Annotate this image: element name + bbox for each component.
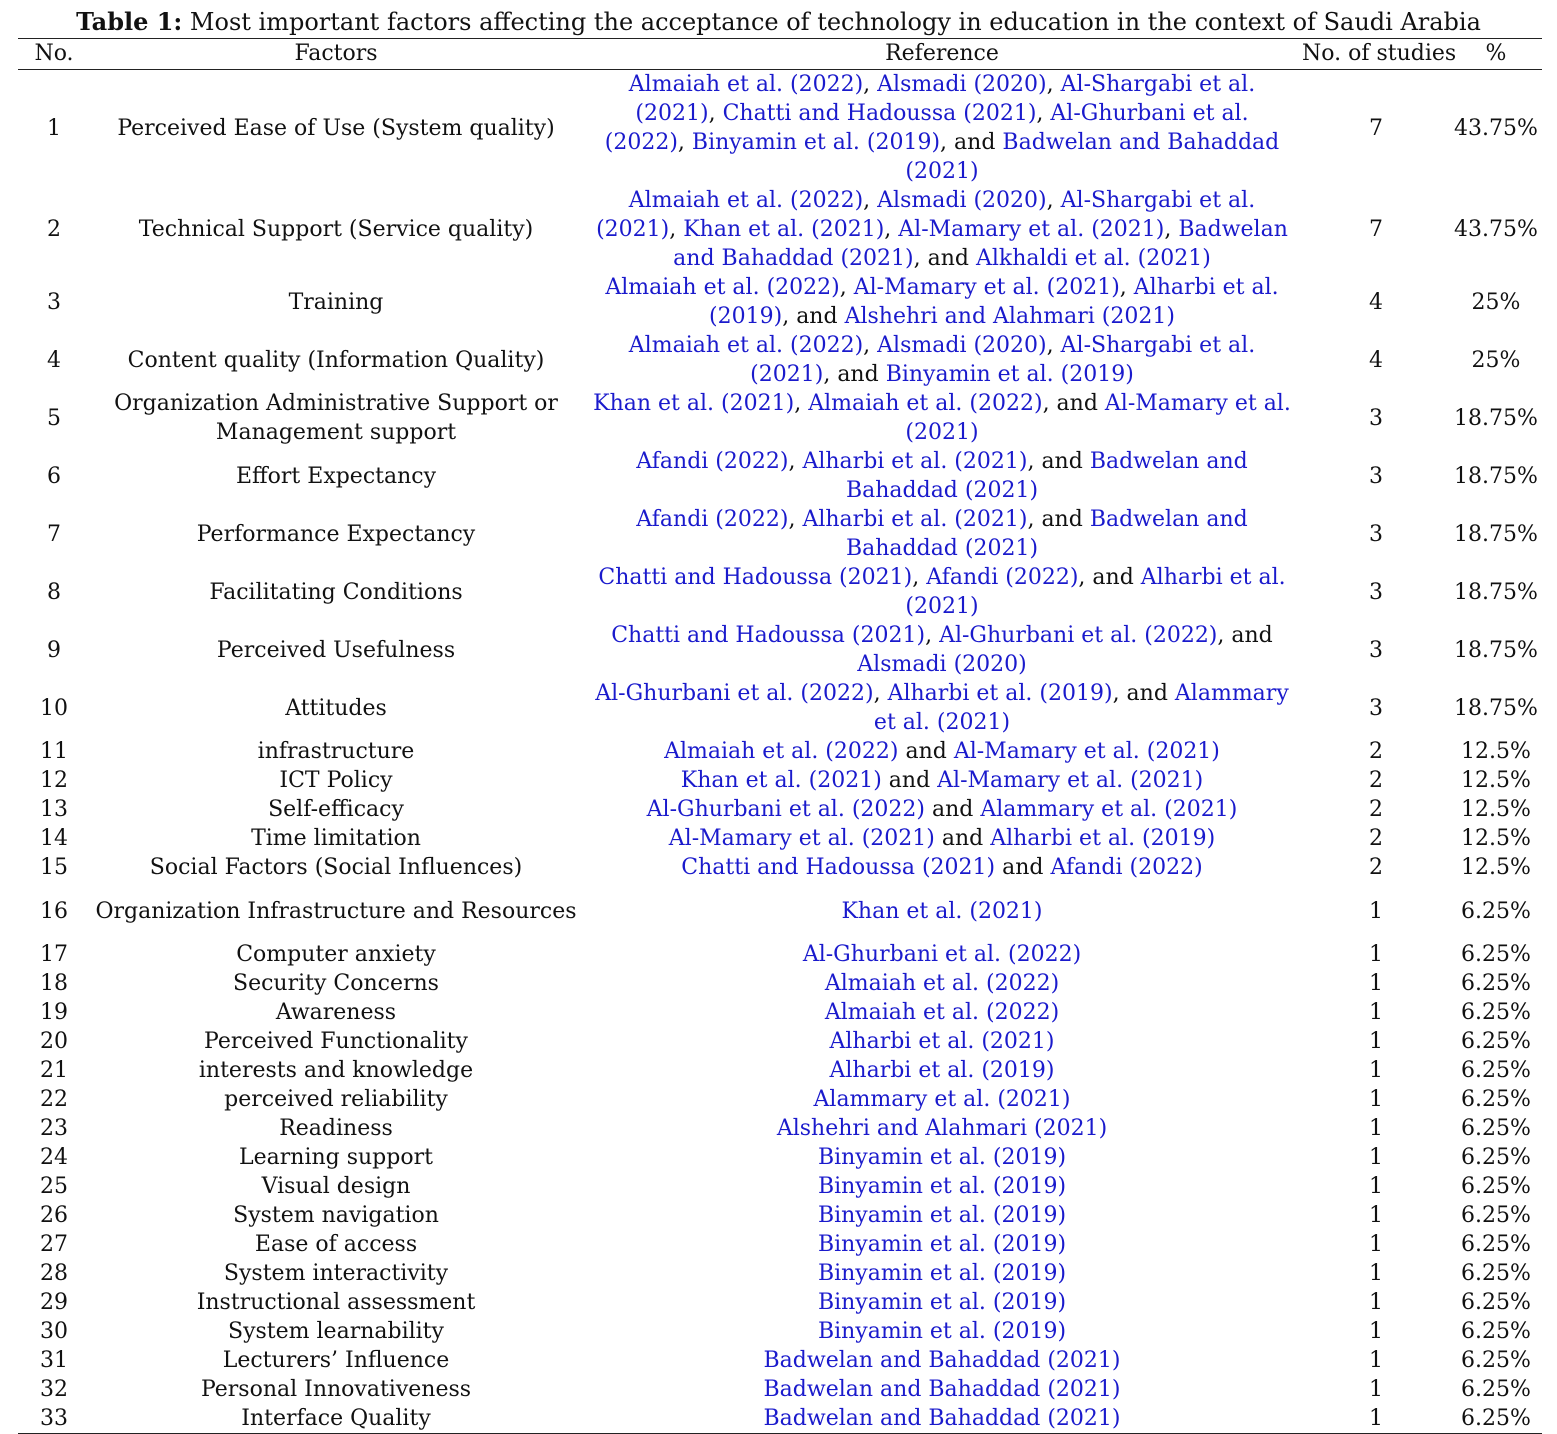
cell-no: 25 (40, 1174, 68, 1199)
cell-no-of-studies: 1 (1369, 1232, 1383, 1257)
table-row (18, 389, 1542, 447)
reference-link[interactable]: Alharbi et al. (2021) (829, 1029, 1055, 1054)
table-row (18, 940, 1542, 969)
cell-percent: 6.25% (1461, 971, 1531, 996)
cell-no-of-studies: 2 (1369, 768, 1383, 793)
cell-no-of-studies: 3 (1369, 405, 1383, 431)
cell-no: 17 (40, 942, 68, 967)
table-row (18, 1259, 1542, 1288)
cell-reference: Afandi (2022), Alharbi et al. (2021), and Badwelan and Bahaddad (2021) (636, 449, 1248, 503)
cell-reference: Al-Ghurbani et al. (2022) and Alammary et al. (2021) (646, 797, 1238, 822)
cell-no-of-studies: 3 (1369, 637, 1383, 663)
reference-link[interactable]: Binyamin et al. (2019) (817, 1261, 1067, 1286)
cell-no-of-studies: 1 (1369, 971, 1383, 996)
reference-link[interactable]: Al-Mamary et al. (2021) (668, 826, 935, 851)
cell-percent: 6.25% (1461, 1029, 1531, 1054)
cell-percent: 6.25% (1461, 1348, 1531, 1373)
reference-link[interactable]: Chatti and Hadoussa (2021) (722, 101, 1037, 126)
cell-no: 1 (47, 115, 61, 141)
cell-no-of-studies: 1 (1369, 1029, 1383, 1054)
reference-link[interactable]: Al-Shargabi et al. (2021) (635, 72, 1256, 126)
cell-reference (582, 1085, 1302, 1114)
table-row (18, 1114, 1542, 1143)
reference-link[interactable]: Al-Ghurbani et al. (2022) (604, 101, 1249, 155)
cell-percent: 6.25% (1461, 1174, 1531, 1199)
cell-percent: 6.25% (1461, 1319, 1531, 1344)
cell-factor: Learning support (239, 1145, 433, 1170)
cell-no-of-studies: 7 (1369, 217, 1383, 242)
cell-factor: Attitudes (285, 695, 387, 721)
cell-no: 9 (47, 637, 61, 663)
reference-link[interactable]: Afandi (2022) (636, 507, 789, 532)
reference-link[interactable]: Al-Shargabi et al. (2021) (750, 333, 1256, 387)
reference-link[interactable]: Binyamin et al. (2019) (885, 362, 1134, 387)
table-row (18, 969, 1542, 998)
cell-reference (582, 1027, 1302, 1056)
table-row (18, 70, 1542, 187)
cell-no-of-studies: 1 (1369, 1058, 1383, 1083)
reference-link[interactable]: Alharbi et al. (2019) (709, 275, 1279, 329)
cell-reference: Chatti and Hadoussa (2021), Afandi (2022), and Alharbi et al. (2021) (598, 565, 1286, 619)
cell-factor: Security Concerns (233, 971, 439, 996)
reference-link[interactable]: Binyamin et al. (2019) (817, 1290, 1067, 1315)
cell-factor: Effort Expectancy (235, 463, 437, 489)
reference-link[interactable]: Al-Mamary et al. (2021) (905, 391, 1291, 445)
cell-no-of-studies: 3 (1369, 521, 1383, 547)
cell-factor: Organization Infrastructure and Resources (95, 898, 577, 924)
cell-no: 12 (40, 768, 68, 793)
cell-reference: Almaiah et al. (2022), Alsmadi (2020), Al-Shargabi et al. (2021), Khan et al. (2021), Al-Mamary et al. (2021), Badwelan and Bahaddad (2021), and Alkhaldi et al. (2021) (596, 188, 1288, 271)
cell-factor: Computer anxiety (236, 942, 436, 967)
cell-factor: Self-efficacy (268, 797, 404, 822)
cell-no-of-studies: 1 (1369, 1319, 1383, 1344)
table-row (18, 563, 1542, 621)
cell-percent: 18.75% (1454, 695, 1538, 721)
cell-no-of-studies: 1 (1369, 1087, 1383, 1112)
cell-no: 2 (47, 217, 61, 242)
cell-no-of-studies: 1 (1302, 1404, 1450, 1434)
cell-reference: Almaiah et al. (2022), Alsmadi (2020), Al-Shargabi et al. (2021), and Binyamin et al. (2019) (628, 333, 1256, 387)
cell-no: 16 (40, 898, 68, 924)
reference-link[interactable]: Alharbi et al. (2021) (905, 565, 1286, 619)
cell-no: 33 (18, 1404, 90, 1434)
cell-reference (582, 998, 1302, 1027)
cell-no-of-studies: 1 (1369, 1116, 1383, 1141)
cell-factor: Visual design (261, 1174, 411, 1199)
cell-factor: System interactivity (223, 1261, 449, 1286)
cell-percent: 12.5% (1461, 826, 1531, 851)
reference-link[interactable]: Badwelan and Bahaddad (2021) (905, 130, 1280, 184)
cell-reference: Almaiah et al. (2022), Alsmadi (2020), Al-Shargabi et al. (2021), Chatti and Hadoussa (2021), Al-Ghurbani et al. (2022), Binyamin et al. (2019), and Badwelan and Bahaddad (2021) (604, 72, 1280, 184)
reference-link[interactable]: Khan et al. (2021) (593, 391, 795, 416)
cell-factor: Social Factors (Social Influences) (149, 855, 523, 880)
cell-no: 21 (40, 1058, 68, 1083)
cell-no: 28 (40, 1261, 68, 1286)
table-row (18, 447, 1542, 505)
reference-link[interactable]: Al-Mamary et al. (2021) (953, 739, 1220, 764)
cell-factor: Content quality (Information Quality) (127, 347, 545, 373)
cell-percent: 6.25% (1461, 1000, 1531, 1025)
cell-no-of-studies: 3 (1369, 695, 1383, 721)
reference-link[interactable]: Alsmadi (2020) (857, 652, 1027, 677)
cell-no-of-studies: 4 (1369, 289, 1383, 315)
cell-percent: 6.25% (1461, 1290, 1531, 1315)
cell-reference: Khan et al. (2021), Almaiah et al. (2022), and Al-Mamary et al. (2021) (593, 391, 1291, 445)
cell-factor: Perceived Usefulness (216, 637, 456, 663)
cell-no: 18 (40, 971, 68, 996)
cell-factor: Perceived Ease of Use (System quality) (117, 115, 555, 141)
cell-factor: Organization Administrative Support or Management support (114, 391, 558, 445)
cell-reference (582, 882, 1302, 940)
cell-percent: 18.75% (1454, 521, 1538, 547)
header-no: No. (18, 39, 90, 70)
table-row (18, 824, 1542, 853)
reference-link[interactable]: Al-Shargabi et al. (2021) (596, 188, 1256, 242)
reference-link[interactable]: Alsmadi (2020) (877, 188, 1047, 213)
cell-no: 26 (40, 1203, 68, 1228)
cell-no: 15 (40, 855, 68, 880)
cell-factor: interests and knowledge (198, 1058, 474, 1083)
reference-link[interactable]: Badwelan and Bahaddad (2021) (845, 449, 1248, 503)
cell-no: 22 (40, 1087, 68, 1112)
cell-no: 31 (40, 1348, 68, 1373)
cell-factor: Interface Quality (90, 1404, 582, 1434)
cell-percent: 6.25% (1461, 1145, 1531, 1170)
cell-reference (582, 1230, 1302, 1259)
cell-no-of-studies: 1 (1369, 1348, 1383, 1373)
cell-no-of-studies: 1 (1369, 942, 1383, 967)
cell-percent: 18.75% (1454, 463, 1538, 489)
cell-reference (582, 1056, 1302, 1085)
cell-reference: Almaiah et al. (2022), Al-Mamary et al. (2021), Alharbi et al. (2019), and Alshehri and Alahmari (2021) (605, 275, 1279, 329)
cell-no: 24 (40, 1145, 68, 1170)
cell-percent: 6.25% (1461, 1232, 1531, 1257)
cell-percent: 6.25% (1461, 1058, 1531, 1083)
table-row (18, 766, 1542, 795)
reference-link[interactable]: Afandi (2022) (926, 565, 1079, 590)
reference-link[interactable]: Alharbi et al. (2019) (887, 681, 1113, 706)
cell-percent: 6.25% (1461, 942, 1531, 967)
table-row (18, 1346, 1542, 1375)
cell-no-of-studies: 1 (1369, 1145, 1383, 1170)
cell-factor: ICT Policy (279, 768, 393, 793)
table-row (18, 882, 1542, 940)
header-percent: % (1450, 39, 1542, 70)
cell-reference (582, 1172, 1302, 1201)
cell-no: 3 (47, 289, 61, 315)
table-caption (0, 6, 1557, 38)
cell-factor: Lecturers’ Influence (222, 1348, 450, 1373)
cell-reference (582, 1375, 1302, 1404)
table-row (18, 679, 1542, 737)
cell-no-of-studies: 2 (1369, 826, 1383, 851)
cell-percent: 25% (1471, 347, 1521, 373)
reference-link[interactable]: Alammary et al. (2021) (873, 681, 1289, 735)
cell-reference: Al-Mamary et al. (2021) and Alharbi et al. (2019) (668, 826, 1216, 851)
reference-link[interactable]: Alharbi et al. (2019) (829, 1058, 1055, 1083)
reference-link[interactable]: Almaiah et al. (2022) (628, 333, 864, 358)
cell-reference (582, 1143, 1302, 1172)
table-row (18, 853, 1542, 882)
table-row (18, 505, 1542, 563)
cell-percent: 6.25% (1461, 1377, 1531, 1402)
cell-reference: Afandi (2022), Alharbi et al. (2021), and Badwelan and Bahaddad (2021) (636, 507, 1248, 561)
reference-link[interactable]: Al-Ghurbani et al. (2022) (802, 942, 1082, 967)
reference-link[interactable]: Afandi (2022) (636, 449, 789, 474)
cell-no: 10 (40, 695, 68, 721)
reference-link[interactable]: Badwelan and Bahaddad (2021) (763, 1348, 1121, 1373)
cell-factor: Perceived Functionality (204, 1029, 468, 1054)
cell-no: 11 (40, 739, 68, 764)
header-factors: Factors (90, 39, 582, 70)
cell-percent: 18.75% (1454, 405, 1538, 431)
cell-factor: System learnability (228, 1319, 444, 1344)
cell-percent: 6.25% (1461, 1203, 1531, 1228)
table-row (18, 1056, 1542, 1085)
factors-table (18, 38, 1542, 1434)
cell-factor: Technical Support (Service quality) (138, 217, 534, 242)
cell-no: 4 (47, 347, 61, 373)
header-row (18, 39, 1542, 70)
reference-link[interactable]: Alharbi et al. (2021) (802, 507, 1028, 532)
cell-no: 14 (40, 826, 68, 851)
reference-link[interactable]: Al-Ghurbani et al. (2022) (939, 623, 1218, 648)
reference-link[interactable]: Khan et al. (2021) (680, 768, 882, 793)
cell-percent: 6.25% (1461, 1087, 1531, 1112)
cell-no: 27 (40, 1232, 68, 1257)
cell-factor: Instructional assessment (196, 1290, 476, 1315)
table-row (18, 998, 1542, 1027)
table-row (18, 1404, 1542, 1434)
cell-factor: Readiness (279, 1116, 393, 1141)
cell-no: 6 (47, 463, 61, 489)
table-row (18, 1027, 1542, 1056)
reference-link[interactable]: Al-Ghurbani et al. (2022) (595, 681, 874, 706)
cell-no-of-studies: 2 (1369, 855, 1383, 880)
reference-link[interactable]: Almaiah et al. (2022) (628, 72, 864, 97)
table-row (18, 331, 1542, 389)
reference-link[interactable]: Alsmadi (2020) (877, 333, 1047, 358)
table-row (18, 1201, 1542, 1230)
table-row (18, 1230, 1542, 1259)
cell-no: 7 (47, 521, 61, 547)
cell-no-of-studies: 1 (1369, 1290, 1383, 1315)
cell-no-of-studies: 7 (1369, 115, 1383, 141)
reference-link[interactable]: Binyamin et al. (2019) (817, 1174, 1067, 1199)
reference-link[interactable]: Binyamin et al. (2019) (817, 1232, 1067, 1257)
table-row (18, 1172, 1542, 1201)
cell-percent: 12.5% (1461, 739, 1531, 764)
cell-percent: 12.5% (1461, 768, 1531, 793)
reference-link[interactable]: Badwelan and Bahaddad (2021) (763, 1406, 1121, 1431)
reference-link[interactable]: Almaiah et al. (2022) (605, 275, 840, 300)
cell-factor: Training (288, 289, 384, 315)
reference-link[interactable]: Binyamin et al. (2019) (817, 1319, 1067, 1344)
table-row (18, 1288, 1542, 1317)
cell-percent: 18.75% (1454, 637, 1538, 663)
reference-link[interactable]: Alharbi et al. (2019) (990, 826, 1216, 851)
reference-link[interactable]: Badwelan and Bahaddad (2021) (763, 1377, 1121, 1402)
reference-link[interactable]: Al-Mamary et al. (2021) (937, 768, 1204, 793)
reference-link[interactable]: Chatti and Hadoussa (2021) (681, 855, 996, 880)
table-row (18, 621, 1542, 679)
cell-no-of-studies: 1 (1369, 1377, 1383, 1402)
cell-reference: Al-Ghurbani et al. (2022), Alharbi et al. (2019), and Alammary et al. (2021) (595, 681, 1289, 735)
cell-percent: 6.25% (1461, 898, 1531, 924)
cell-reference: Almaiah et al. (2022) and Al-Mamary et al. (2021) (664, 739, 1220, 764)
reference-link[interactable]: Chatti and Hadoussa (2021) (598, 565, 913, 590)
table-row (18, 1375, 1542, 1404)
cell-no-of-studies: 2 (1369, 797, 1383, 822)
cell-reference (582, 969, 1302, 998)
cell-no-of-studies: 2 (1369, 739, 1383, 764)
cell-reference (582, 1259, 1302, 1288)
cell-reference (582, 1288, 1302, 1317)
reference-link[interactable]: Alharbi et al. (2021) (802, 449, 1028, 474)
cell-factor: Performance Expectancy (196, 521, 476, 547)
table-row (18, 737, 1542, 766)
cell-no: 32 (40, 1377, 68, 1402)
table-body (18, 70, 1542, 1434)
cell-percent: 6.25% (1450, 1404, 1542, 1434)
cell-reference (582, 1346, 1302, 1375)
cell-no-of-studies: 4 (1369, 347, 1383, 373)
reference-link[interactable]: Al-Mamary et al. (2021) (853, 275, 1120, 300)
cell-no-of-studies: 1 (1369, 1261, 1383, 1286)
cell-no: 19 (40, 1000, 68, 1025)
cell-percent: 25% (1471, 289, 1521, 315)
cell-no: 5 (47, 405, 61, 431)
cell-no-of-studies: 1 (1369, 1203, 1383, 1228)
reference-link[interactable]: Afandi (2022) (1050, 855, 1203, 880)
cell-reference (582, 940, 1302, 969)
cell-no: 30 (40, 1319, 68, 1344)
cell-percent: 12.5% (1461, 797, 1531, 822)
cell-factor: Personal Innovativeness (200, 1377, 472, 1402)
table-row (18, 273, 1542, 331)
reference-link[interactable]: Chatti and Hadoussa (2021) (611, 623, 926, 648)
caption-label: Table 1: (76, 7, 183, 36)
header-reference: Reference (582, 39, 1302, 70)
reference-link[interactable]: Badwelan and Bahaddad (2021) (673, 217, 1288, 271)
cell-reference (582, 1404, 1302, 1434)
reference-link[interactable]: Almaiah et al. (2022) (824, 971, 1060, 996)
table-row (18, 1085, 1542, 1114)
reference-link[interactable]: Alammary et al. (2021) (813, 1087, 1071, 1112)
cell-reference: Chatti and Hadoussa (2021) and Afandi (2022) (681, 855, 1203, 880)
caption-text: Most important factors affecting the acceptance of technology in education in the context of Saudi Arabia (189, 8, 1481, 36)
reference-link[interactable]: Alshehri and Alahmari (2021) (776, 1116, 1108, 1141)
cell-reference (582, 1317, 1302, 1346)
cell-factor: Facilitating Conditions (209, 579, 463, 605)
reference-link[interactable]: Alkhaldi et al. (2021) (975, 246, 1211, 271)
reference-link[interactable]: Binyamin et al. (2019) (817, 1145, 1067, 1170)
cell-factor: Ease of access (254, 1232, 418, 1257)
cell-factor: perceived reliability (224, 1087, 448, 1112)
cell-factor: System navigation (233, 1203, 439, 1228)
table-row (18, 1317, 1542, 1346)
reference-link[interactable]: Al-Ghurbani et al. (2022) (646, 797, 925, 822)
reference-link[interactable]: Almaiah et al. (2022) (808, 391, 1043, 416)
cell-no-of-studies: 3 (1369, 463, 1383, 489)
cell-no-of-studies: 1 (1369, 898, 1383, 924)
cell-no: 20 (40, 1029, 68, 1054)
cell-percent: 43.75% (1454, 115, 1538, 141)
table-row (18, 1143, 1542, 1172)
cell-no: 29 (40, 1290, 68, 1315)
cell-percent: 6.25% (1461, 1261, 1531, 1286)
reference-link[interactable]: Al-Mamary et al. (2021) (898, 217, 1165, 242)
cell-reference (582, 1201, 1302, 1230)
cell-reference: Chatti and Hadoussa (2021), Al-Ghurbani et al. (2022), and Alsmadi (2020) (611, 623, 1273, 677)
table-row (18, 795, 1542, 824)
reference-link[interactable]: Binyamin et al. (2019) (817, 1203, 1067, 1228)
cell-no-of-studies: 1 (1369, 1000, 1383, 1025)
cell-percent: 18.75% (1454, 579, 1538, 605)
cell-no: 8 (47, 579, 61, 605)
reference-link[interactable]: Almaiah et al. (2022) (628, 188, 864, 213)
reference-link[interactable]: Binyamin et al. (2019) (691, 130, 941, 155)
cell-percent: 12.5% (1461, 855, 1531, 880)
cell-no: 23 (40, 1116, 68, 1141)
cell-factor: Time limitation (251, 826, 421, 851)
cell-factor: infrastructure (257, 739, 415, 764)
cell-percent: 6.25% (1461, 1116, 1531, 1141)
reference-link[interactable]: Almaiah et al. (2022) (664, 739, 899, 764)
cell-reference (582, 1114, 1302, 1143)
header-no-of-studies: No. of studies (1302, 39, 1450, 70)
cell-percent: 43.75% (1454, 217, 1538, 242)
cell-no: 13 (40, 797, 68, 822)
reference-link[interactable]: Alsmadi (2020) (877, 72, 1047, 97)
table-row (18, 186, 1542, 273)
reference-link[interactable]: Alshehri and Alahmari (2021) (844, 304, 1175, 329)
cell-no-of-studies: 3 (1369, 579, 1383, 605)
cell-factor: Awareness (275, 1000, 397, 1025)
reference-link[interactable]: Alammary et al. (2021) (980, 797, 1238, 822)
reference-link[interactable]: Almaiah et al. (2022) (824, 1000, 1060, 1025)
cell-reference: Khan et al. (2021) and Al-Mamary et al. (2021) (680, 768, 1204, 793)
reference-link[interactable]: Badwelan and Bahaddad (2021) (845, 507, 1248, 561)
reference-link[interactable]: Khan et al. (2021) (841, 898, 1043, 924)
reference-link[interactable]: Khan et al. (2021) (683, 217, 885, 242)
cell-no-of-studies: 1 (1369, 1174, 1383, 1199)
